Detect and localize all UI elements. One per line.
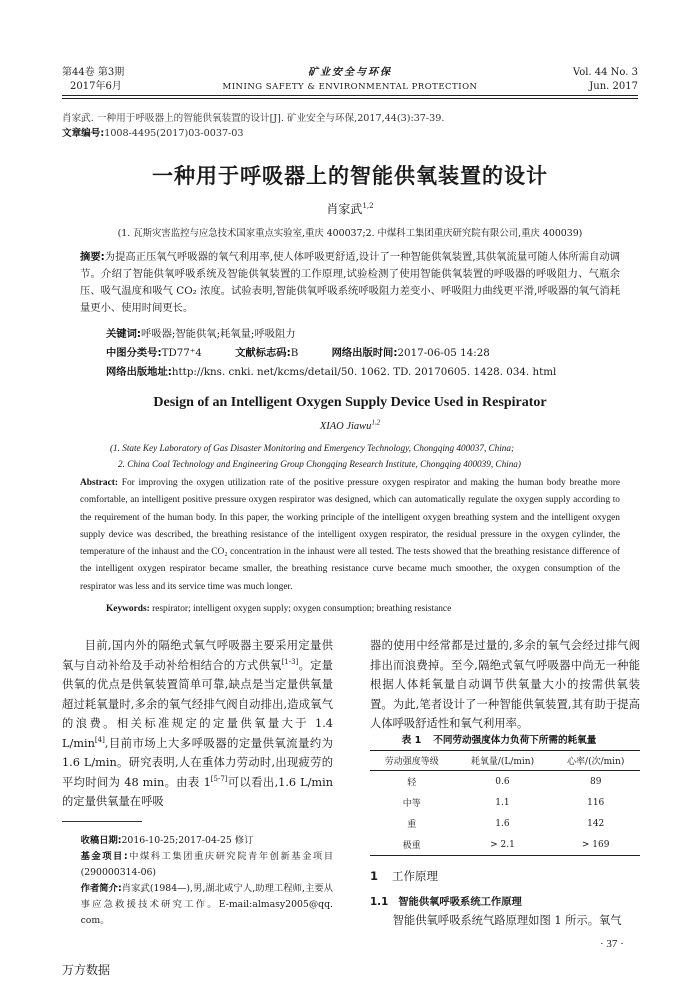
paper-title-cn: 一种用于呼吸器上的智能供氧装置的设计: [152, 164, 548, 188]
table-row: 轻 0.6 89: [407, 776, 602, 788]
keywords-en: Keywords: respirator; intelligent oxygen supply; oxygen consumption; breathing resistance: [106, 604, 452, 614]
table-header: 心率/(次/min): [567, 757, 625, 767]
article-number: 文章编号:1008-4495(2017)03-0037-03: [62, 128, 244, 139]
online-url-row: 网络出版地址:http://kns. cnki. net/kcms/detail/50. 1062. TD. 20170605. 1428. 034. html: [106, 366, 557, 378]
citation-block: [62, 111, 444, 141]
footnotes: [62, 833, 333, 929]
footnote-divider: [62, 821, 142, 822]
affiliation-cn: (1. 瓦斯灾害监控与应急技术国家重点实验室,重庆 400037;2. 中煤科工集团重庆研究院有限公司,重庆 400039): [117, 228, 583, 239]
wanfang-watermark: 万方数据: [62, 963, 111, 977]
header-rule-top: [62, 95, 638, 96]
body-right-column: [370, 636, 640, 734]
fund-info: 基金项目:中煤科工集团重庆研究院青年创新基金项目(290000314-06): [80, 851, 333, 878]
table-caption: 表 1 不同劳动强度体力负荷下所需的耗氧量: [401, 735, 597, 746]
table-row: 重 1.6 142: [407, 818, 605, 830]
classification-row: 中图分类号:TD77⁺4 文献标志码:B 网络出版时间:2017-06-05 14:28: [106, 347, 490, 359]
table-header: 劳动强度等级: [384, 757, 439, 767]
body-paragraph: 目前,国内外的隔绝式氧气呼吸器主要采用定量供氧与自动补给及手动补给相结合的方式供氧[1-3]。定量供氧的优点是供氧装置简单可靠,缺点是当定量供氧量超过耗氧量时,多余的氧气经排气阀自动排出,造成氧气的浪费。相关标准规定的定量供氧量大于 1.4 L/min[4],目前市场上大多呼吸器的定量供氧流量约为 1.6 L/min。研究表明,人在重体力劳动时,出现疲劳的平均时间为 48 min。由表 1[5-7]可以看出,1.6 L/min 的定量供氧量在呼吸: [62, 639, 333, 808]
journal-title-cn: 矿业安全与环保: [308, 67, 392, 78]
page-number: · 37 ·: [600, 938, 624, 950]
author-bio: 作者简介:肖家武(1984—),男,湖北咸宁人,助理工程师,主要从事应急救援技术研究工作。E-mail:almasy2005@qq. com。: [80, 883, 333, 926]
paper-title-en: Design of an Intelligent Oxygen Supply Device Used in Respirator: [153, 395, 547, 410]
section-1-heading: 1 工作原理: [370, 869, 439, 883]
volume-en: Vol. 44 No. 3: [572, 67, 638, 78]
section-1-1-heading: 1.1 智能供氧呼吸系统工作原理: [370, 896, 522, 908]
header-center: [200, 66, 500, 94]
author-cn: 肖家武$^{1,2}$: [326, 202, 374, 216]
oxygen-consumption-table: [370, 750, 640, 856]
date-en: Jun. 2017: [589, 81, 638, 92]
header-rule-bottom: [62, 98, 638, 99]
abstract-en: Abstract: For improving the oxygen utilization rate of the positive pressure oxygen respirator and making the human body breathe more comfortable, an intelligent positive pressure oxygen respirator was designed, which can automatically regulate the oxygen supply according to the requirement of the human body. In this paper, the working principle of the intelligent oxygen breathing system and the intelligent oxygen supply device was described, the breathing resistance of the intelligent oxygen respirator, the residual pressure in the oxygen cylinder, the temperature of the inhaust and the CO₂ concentration in the inhaust were all tested. The tests showed that the breathing resistance difference of the intelligent oxygen respirator became smaller, the breathing resistance curve became much smoother, the oxygen consumption of the respirator was less and its service time was much longer.: [80, 478, 620, 592]
table-row: 极重 > 2.1 > 169: [370, 834, 640, 856]
abstract-cn: 摘要:为提高正压氧气呼吸器的氧气利用率,使人体呼吸更舒适,设计了一种智能供氧装置,其供氧流量可随人体所需自动调节。介绍了智能供氧呼吸系统及智能供氧装置的工作原理,试验检测了使用智能供氧装置的呼吸器的呼吸阻力、气瓶余压、吸气温度和吸气 CO₂ 浓度。试验表明,智能供氧呼吸系统呼吸阻力差变小、呼吸阻力曲线更平滑,呼吸器的氧气消耗量更小、使用时间更长。: [80, 251, 620, 314]
header-left: [62, 66, 124, 94]
journal-title-en: MINING SAFETY & ENVIRONMENTAL PROTECTION: [222, 82, 478, 92]
affiliation-en: (1. State Key Laboratory of Gas Disaster Monitoring and Emergency Technology, Chongqing 400037, China; 2. China Coal Technology and Engineering Group Chongqing Research Institute, Chongqing 400039, China): [110, 443, 521, 469]
body-paragraph: 器的使用中经常都是过量的,多余的氧气会经过排气阀排出而浪费掉。至今,隔绝式氧气呼吸器中尚无一种能根据人体耗氧量自动调节供氧量大小的按需供氧装置。为此,笔者设计了一种智能供氧装置,其有助于提高人体呼吸舒适性和氧气利用率。: [370, 639, 640, 730]
table-header: 耗氧量/(L/min): [470, 757, 535, 767]
table-row: 中等 1.1 116: [402, 797, 605, 809]
section-1-1-body: 智能供氧呼吸系统气路原理如图 1 所示。氧气: [392, 914, 622, 927]
body-left-column: [62, 636, 333, 812]
keywords-cn: 关键词:呼吸器;智能供氧;耗氧量;呼吸阻力: [106, 328, 296, 340]
author-en: XIAO Jiawu$^{1,2}$: [319, 418, 381, 432]
citation: 肖家武. 一种用于呼吸器上的智能供氧装置的设计[J]. 矿业安全与环保,2017,44(3):37-39.: [62, 113, 445, 124]
online-url[interactable]: http://kns. cnki. net/kcms/detail/50. 1062. TD. 20170605. 1428. 034. html: [171, 366, 557, 378]
received-date: 收稿日期:2016-10-25;2017-04-25 修订: [80, 835, 254, 846]
date-cn: 2017年6月: [70, 81, 122, 92]
volume-cn: 第44卷 第3期: [62, 67, 125, 78]
header-right: [573, 66, 638, 94]
